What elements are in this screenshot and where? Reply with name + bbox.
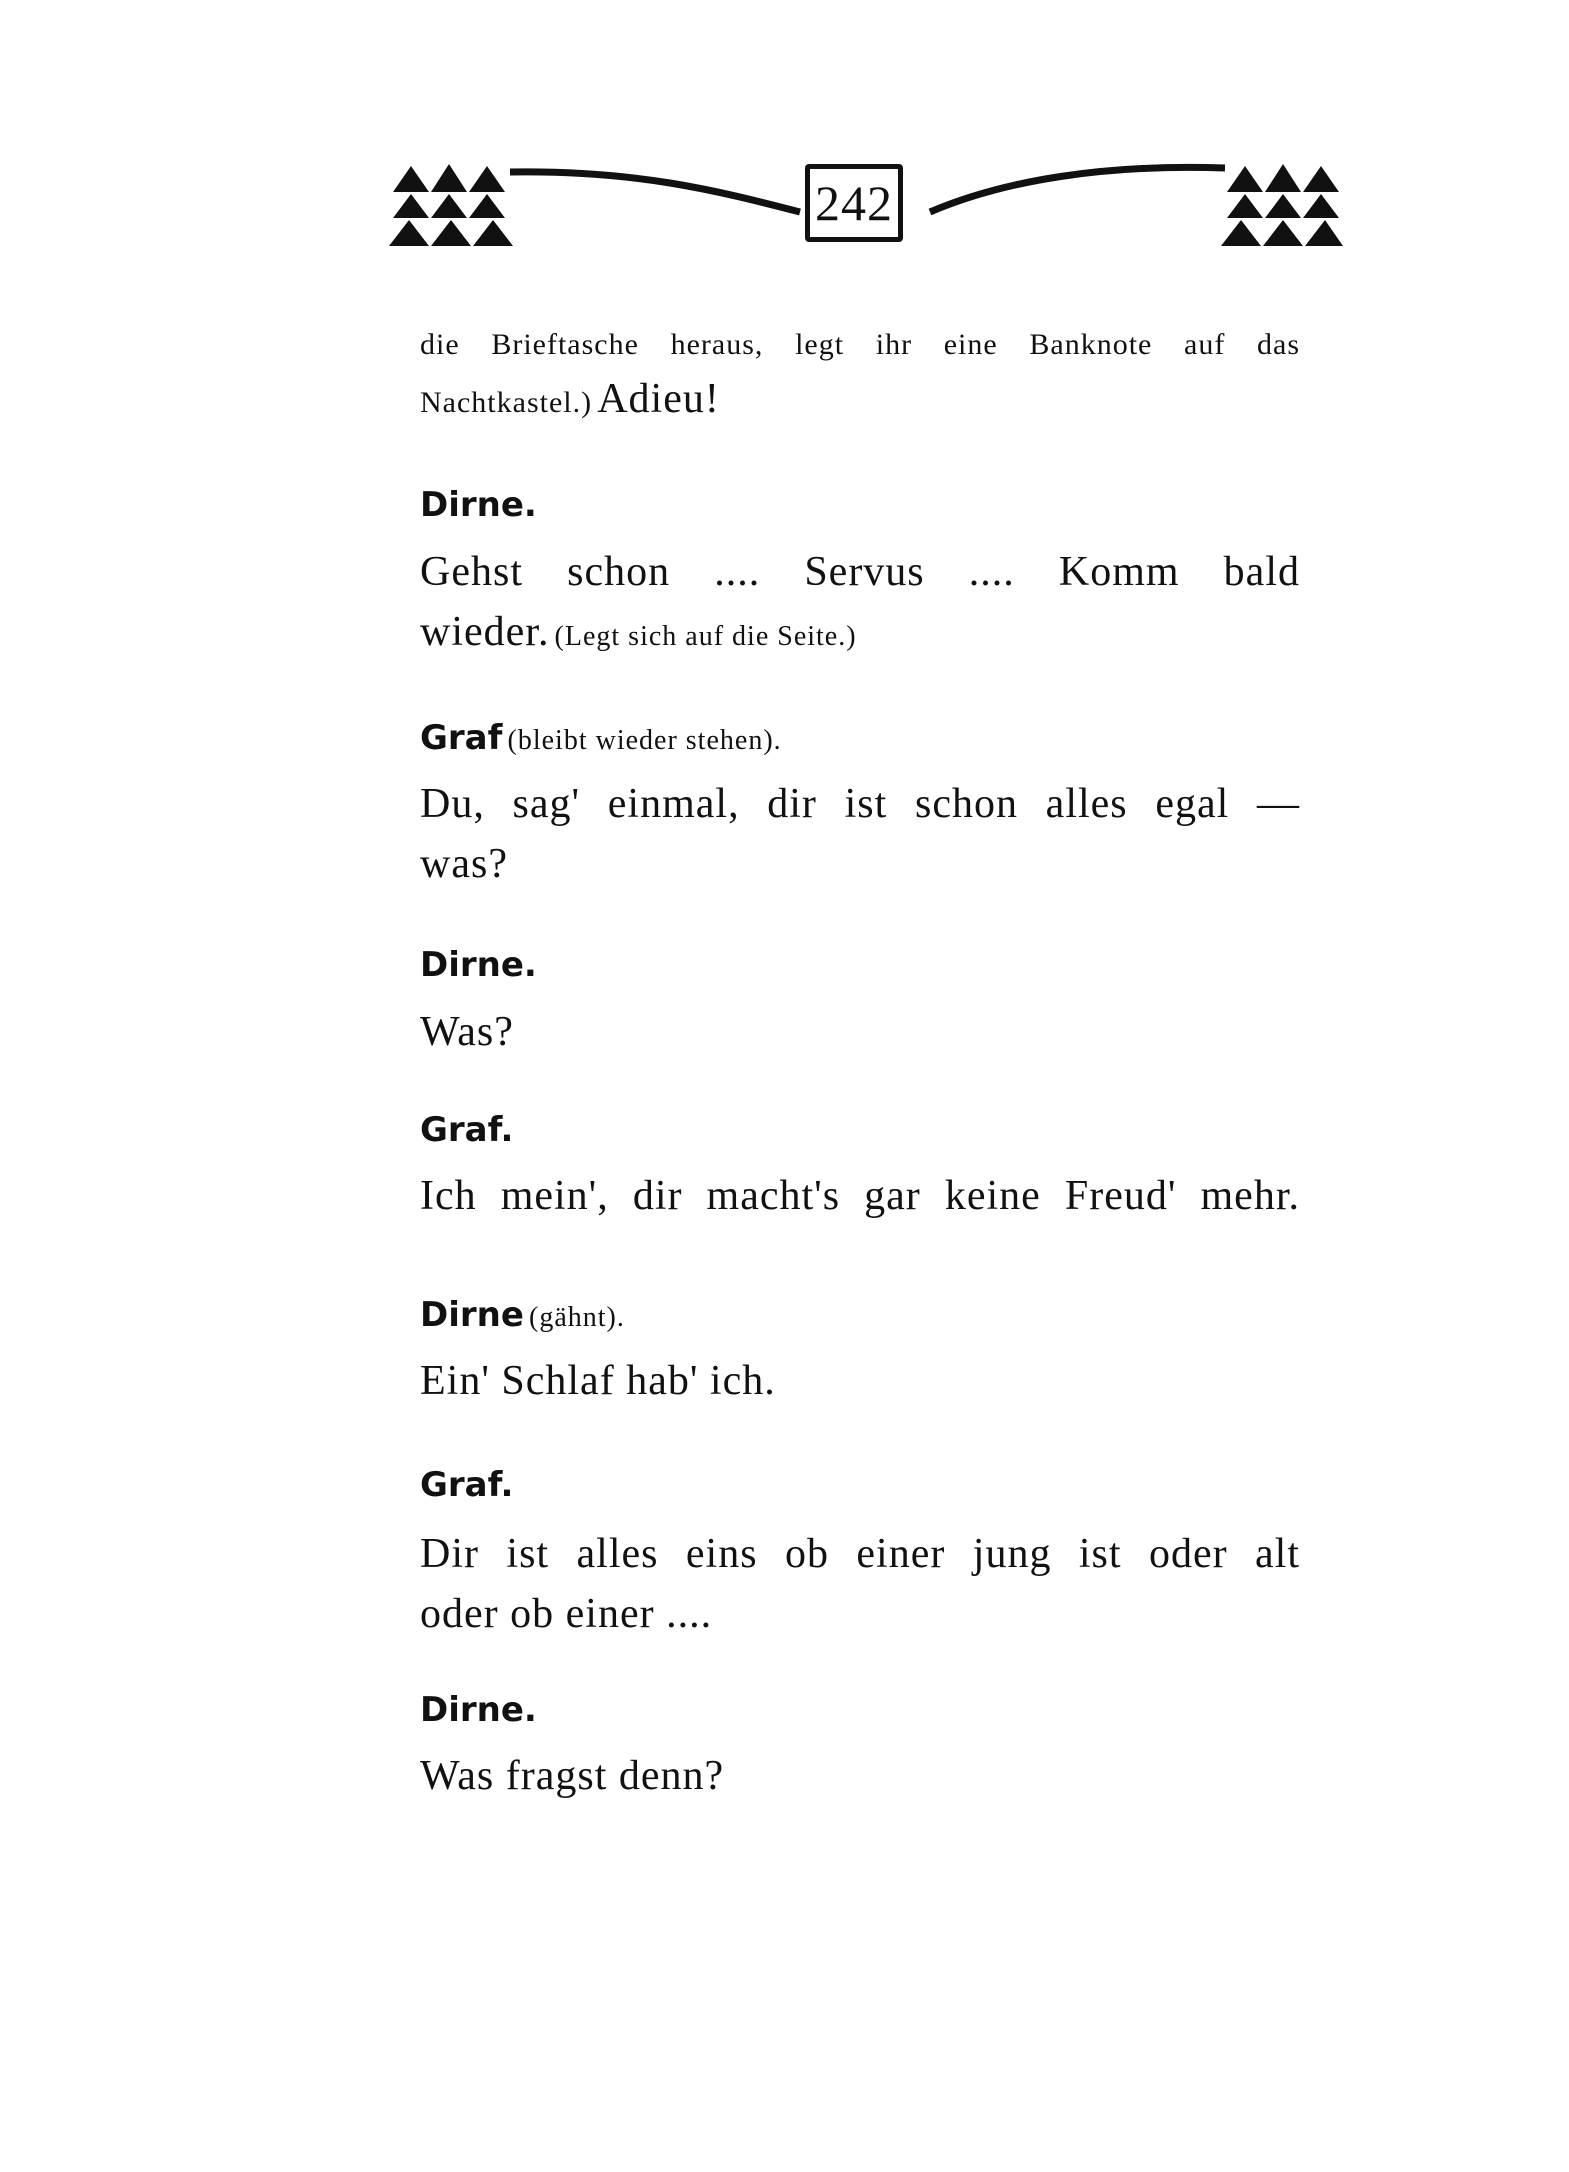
dialogue-line: Dir ist alles eins ob einer jung ist oder alt — [420, 1531, 1300, 1577]
dialogue-line: Was fragst denn? — [420, 1753, 725, 1799]
stage-direction-line: die Brieftasche heraus, legt ihr eine Banknote auf das — [420, 328, 1300, 361]
page-header — [385, 150, 1345, 260]
dialogue-line: Ein' Schlaf hab' ich. — [420, 1358, 776, 1404]
speech: Adieu! — [597, 376, 720, 422]
dialogue-line: Gehst schon .... Servus .... Komm bald — [420, 549, 1300, 595]
dialogue-line: Was? — [420, 1009, 514, 1055]
dialogue-line — [420, 608, 1300, 656]
dialogue-line: Du, sag' einmal, dir ist schon alles egal — — [420, 781, 1300, 827]
speaker-name: Dirne. — [420, 485, 537, 525]
speaker-name: Dirne. — [420, 1690, 537, 1730]
stage-direction: (Legt sich auf die Seite.) — [554, 621, 857, 652]
dialogue-line: Ich mein', dir macht's gar keine Freud' mehr. — [420, 1173, 1300, 1219]
speaker-name: Graf — [420, 718, 503, 758]
dialogue-line: oder ob einer .... — [420, 1591, 713, 1637]
left-triangle-cluster-icon — [389, 164, 513, 246]
speaker-line — [420, 718, 1300, 758]
stage-direction: Nachtkastel.) — [420, 386, 593, 419]
speech: wieder. — [420, 609, 550, 655]
speaker-line — [420, 1295, 1300, 1335]
right-triangle-cluster-icon — [1221, 164, 1343, 246]
stage-direction: (bleibt wieder stehen). — [507, 725, 782, 756]
speaker-name: Graf. — [420, 1465, 514, 1505]
stage-direction: (gähnt). — [529, 1302, 625, 1333]
dialogue-line — [420, 375, 1300, 423]
dialogue-line: was? — [420, 841, 508, 887]
speaker-name: Dirne — [420, 1295, 524, 1335]
speaker-name: Graf. — [420, 1110, 514, 1150]
page-number: 242 — [805, 164, 903, 242]
speaker-name: Dirne. — [420, 945, 537, 985]
